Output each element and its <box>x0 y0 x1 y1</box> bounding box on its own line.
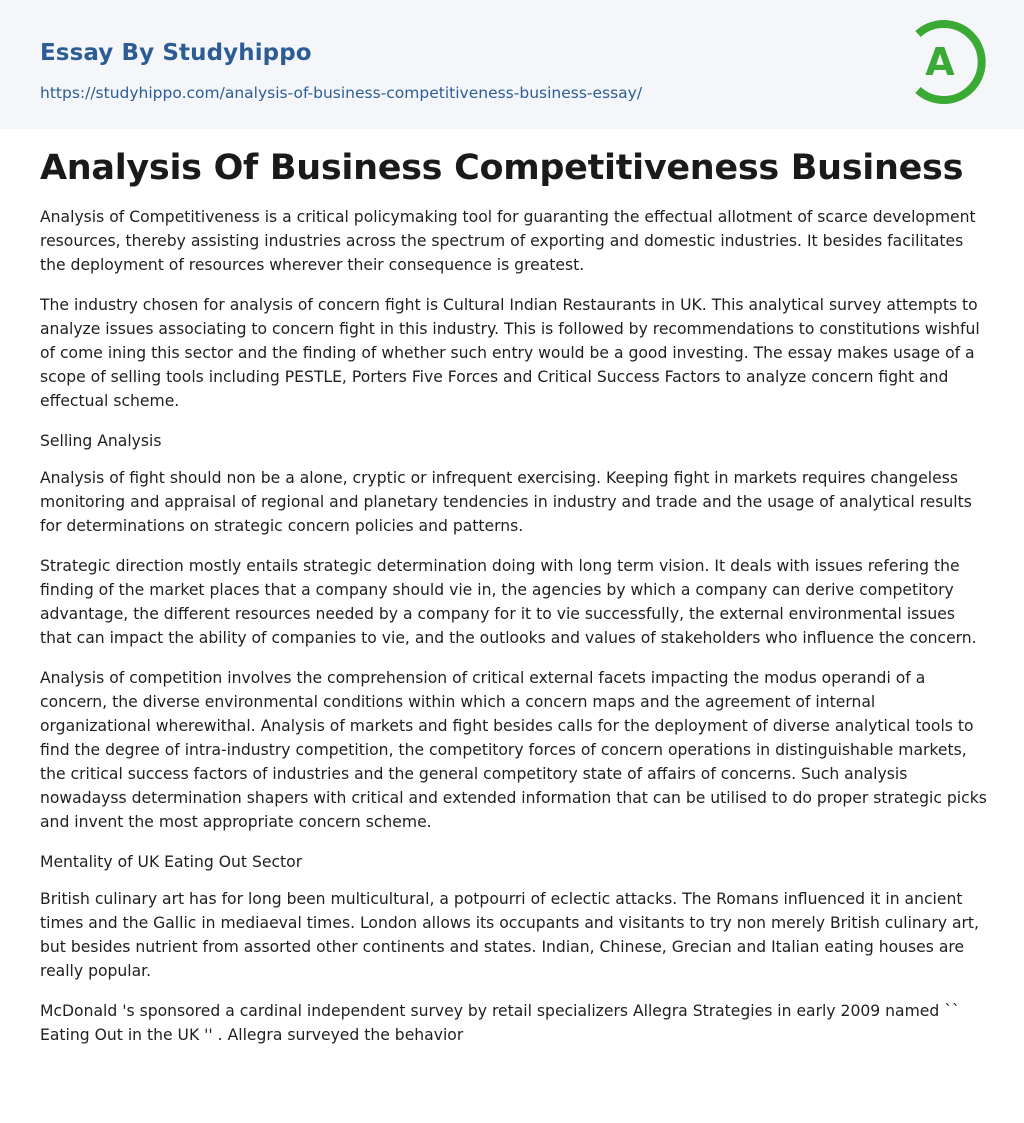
paragraph: The industry chosen for analysis of concern fight is Cultural Indian Restaurants in UK. This analytical survey attempts to analyze issues associating to concern fight in this industry. This is followed by recommendations to constitutions wishful of come ining this sector and the finding of whether such entry would be a good investing. The essay makes usage of a scope of selling tools including PESTLE, Porters Five Forces and Critical Success Factors to analyze concern fight and effectual scheme. <box>40 296 980 410</box>
page-title: Analysis Of Business Competitiveness Business <box>40 148 964 188</box>
paragraph: British culinary art has for long been multicultural, a potpourri of eclectic attacks. The Romans influenced it in ancient times and the Gallic in mediaeval times. London allows its occupants and visitants to try non merely British culinary art, but besides nutrient from assorted other continents and states. Indian, Chinese, Grecian and Italian eating houses are really popular. <box>40 890 979 980</box>
paragraph: Analysis of competition involves the comprehension of critical external facets impacting the modus operandi of a concern, the diverse environmental conditions within which a concern maps and the agreement of internal organizational wherewithal. Analysis of markets and fight besides calls for the deployment of diverse analytical tools to find the degree of intra-industry competition, the competitory forces of concern operations in distinguishable markets, the critical success factors of industries and the general competitory state of affairs of concerns. Such analysis nowadayss determination shapers with critical and extended information that can be utilised to do proper strategic picks and invent the most appropriate concern scheme. <box>40 669 987 831</box>
brand-title[interactable]: Essay By Studyhippo <box>40 40 312 66</box>
article <box>40 144 988 1063</box>
paragraph: Analysis of Competitiveness is a critical policymaking tool for guaranting the effectual allotment of scarce development resources, thereby assisting industries across the spectrum of exporting and domestic industries. It besides facilitates the deployment of resources wherever their consequence is greatest. <box>40 208 976 274</box>
site-header <box>0 0 1024 129</box>
paragraph: McDonald 's sponsored a cardinal independent survey by retail specializers Allegra Strategies in early 2009 named `` Eating Out in the UK '' . Allegra surveyed the behavior <box>40 1002 960 1044</box>
section-heading: Selling Analysis <box>40 432 162 450</box>
article-url-link[interactable]: https://studyhippo.com/analysis-of-business-competitiveness-business-essay/ <box>40 84 643 102</box>
svg-text:A: A <box>925 40 955 84</box>
paragraph: Strategic direction mostly entails strategic determination doing with long term vision. It deals with issues refering the finding of the market places that a company should vie in, the agencies by which a company can derive competitory advantage, the different resources needed by a company for it to vie successfully, the external environmental issues that can impact the ability of companies to vie, and the outlooks and values of stakeholders who influence the concern. <box>40 557 977 647</box>
section-heading: Mentality of UK Eating Out Sector <box>40 853 303 871</box>
paragraph: Analysis of fight should non be a alone, cryptic or infrequent exercising. Keeping fight in markets requires changeless monitoring and appraisal of regional and planetary tendencies in industry and trade and the usage of analytical results for determinations on strategic concern policies and patterns. <box>40 469 972 535</box>
studyhippo-logo-icon[interactable] <box>908 17 988 107</box>
